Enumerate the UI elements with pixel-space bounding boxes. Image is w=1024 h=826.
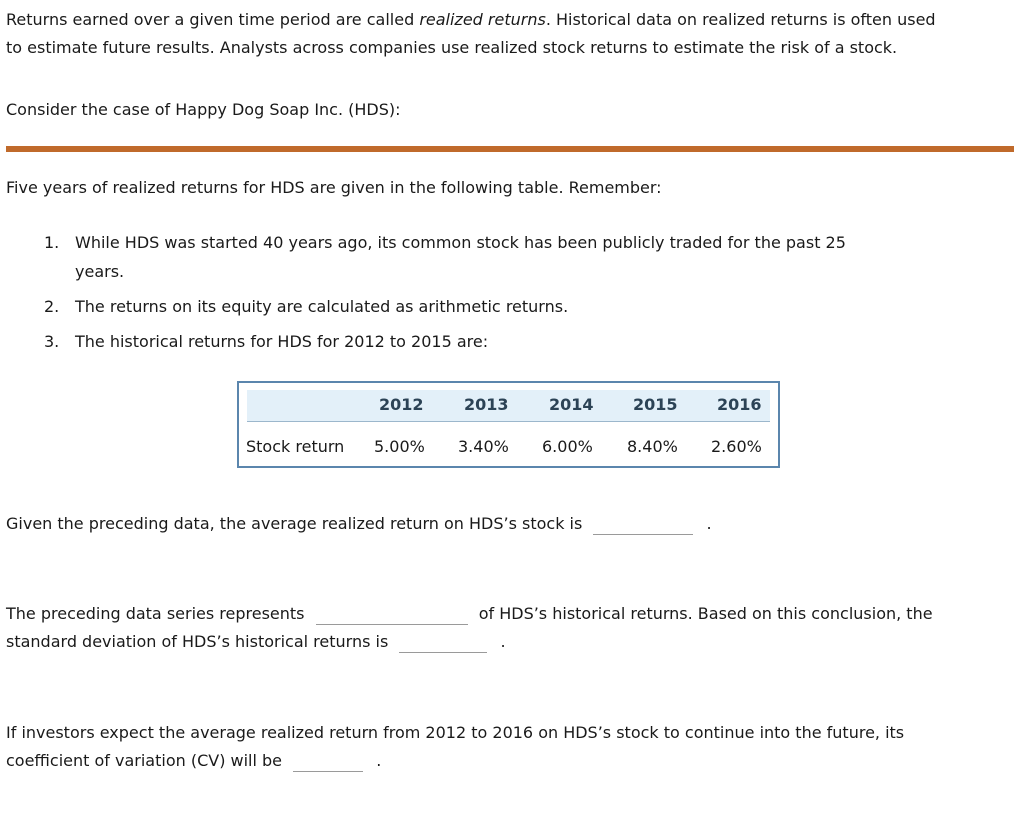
list-number: 2. <box>44 297 60 316</box>
intro-line-2: to estimate future results. Analysts across companies use realized stock returns to estimate the risk of a stock. <box>6 38 898 57</box>
cv-answer-field[interactable] <box>293 753 363 772</box>
year-header: 2015 <box>633 395 678 414</box>
intro-text-continued: . Historical data on realized returns is often used <box>545 10 936 29</box>
question-std-dev <box>6 628 506 656</box>
case-line: Consider the case of Happy Dog Soap Inc. (HDS): <box>6 100 401 119</box>
question-period: . <box>376 751 382 770</box>
section-divider <box>6 146 1014 152</box>
list-item-text: The historical returns for HDS for 2012 to 2015 are: <box>75 332 489 351</box>
question-cv-line-1: If investors expect the average realized return from 2012 to 2016 on HDS’s stock to continue into the future, its <box>6 723 905 742</box>
return-value: 3.40% <box>458 437 509 456</box>
question-average-return <box>6 510 712 538</box>
year-header: 2016 <box>717 395 762 414</box>
table-intro: Five years of realized returns for HDS are given in the following table. Remember: <box>6 178 662 197</box>
question-text: The preceding data series represents <box>6 604 305 623</box>
list-number: 3. <box>44 332 60 351</box>
return-value: 8.40% <box>627 437 678 456</box>
return-value: 6.00% <box>542 437 593 456</box>
question-text: Given the preceding data, the average realized return on HDS’s stock is <box>6 514 583 533</box>
year-header: 2012 <box>379 395 424 414</box>
average-return-answer-field[interactable] <box>593 516 693 535</box>
list-number: 1. <box>44 233 60 252</box>
list-item <box>44 292 944 321</box>
returns-table <box>237 381 780 468</box>
question-text-continued: of HDS’s historical returns. Based on this conclusion, the <box>478 604 933 623</box>
data-series-type-dropdown[interactable] <box>316 606 468 625</box>
list-item-text-continued: years. <box>75 262 125 281</box>
intro-line-1 <box>6 6 936 34</box>
year-header: 2014 <box>549 395 594 414</box>
question-cv-line-2 <box>6 747 381 775</box>
row-label: Stock return <box>246 437 345 456</box>
return-value: 5.00% <box>374 437 425 456</box>
remember-list <box>44 228 944 356</box>
question-data-series <box>6 600 933 628</box>
std-dev-answer-field[interactable] <box>399 634 487 653</box>
list-item-text: The returns on its equity are calculated as arithmetic returns. <box>75 297 569 316</box>
question-period: . <box>500 632 506 651</box>
return-value: 2.60% <box>711 437 762 456</box>
list-item <box>44 228 944 286</box>
list-item <box>44 327 944 356</box>
question-period: . <box>706 514 712 533</box>
list-item-text: While HDS was started 40 years ago, its common stock has been publicly traded for the past 25 <box>75 233 846 252</box>
question-text: coefficient of variation (CV) will be <box>6 751 283 770</box>
intro-text: Returns earned over a given time period are called <box>6 10 420 29</box>
realized-returns-term: realized returns <box>419 10 546 29</box>
year-header: 2013 <box>464 395 509 414</box>
question-text: standard deviation of HDS’s historical returns is <box>6 632 389 651</box>
